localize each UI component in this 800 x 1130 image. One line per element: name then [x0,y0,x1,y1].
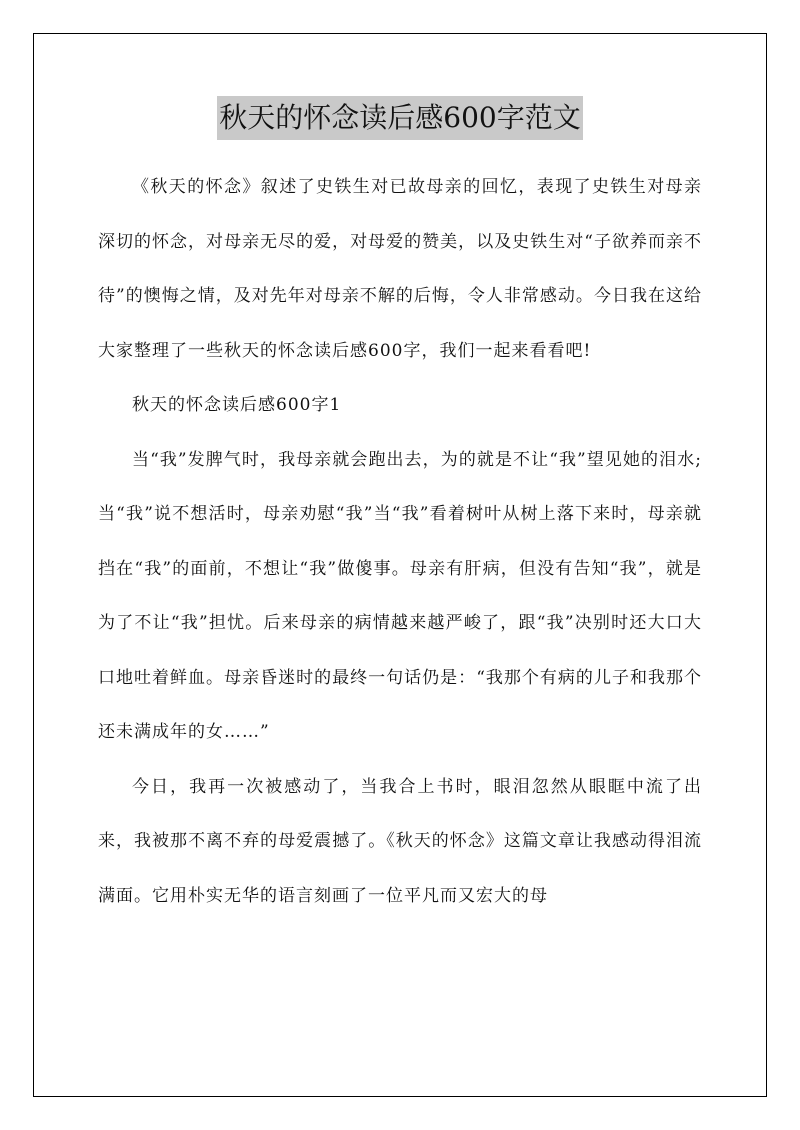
body-paragraph: 今日，我再一次被感动了，当我合上书时，眼泪忽然从眼眶中流了出来，我被那不离不弃的母爱震撼了。《秋天的怀念》这篇文章让我感动得泪流满面。它用朴实无华的语言刻画了一位平凡而又宏大的母 [98,776,702,906]
intro-paragraph: 《秋天的怀念》叙述了史铁生对已故母亲的回忆，表现了史铁生对母亲深切的怀念，对母亲无尽的爱，对母爱的赞美，以及史铁生对“子欲养而亲不待”的懊悔之情，及对先年对母亲不解的后悔，令人非常感动。今日我在这给大家整理了一些秋天的怀念读后感600字，我们一起来看看吧! [98,177,702,361]
document-body [98,160,702,923]
document-title [0,96,800,140]
document-title-text: 秋天的怀念读后感600字范文 [217,96,582,140]
body-paragraph: 当“我”发脾气时，我母亲就会跑出去，为的就是不让“我”望见她的泪水;当“我”说不想活时，母亲劝慰“我”当“我”看着树叶从树上落下来时，母亲就挡在“我”的面前，不想让“我”做傻事。母亲有肝病，但没有告知“我”，就是为了不让“我”担忧。后来母亲的病情越来越严峻了，跟“我”决别时还大口大口地吐着鲜血。母亲昏迷时的最终一句话仍是：“我那个有病的儿子和我那个还未满成年的女……” [98,449,702,742]
section-heading: 秋天的怀念读后感600字1 [132,395,342,415]
